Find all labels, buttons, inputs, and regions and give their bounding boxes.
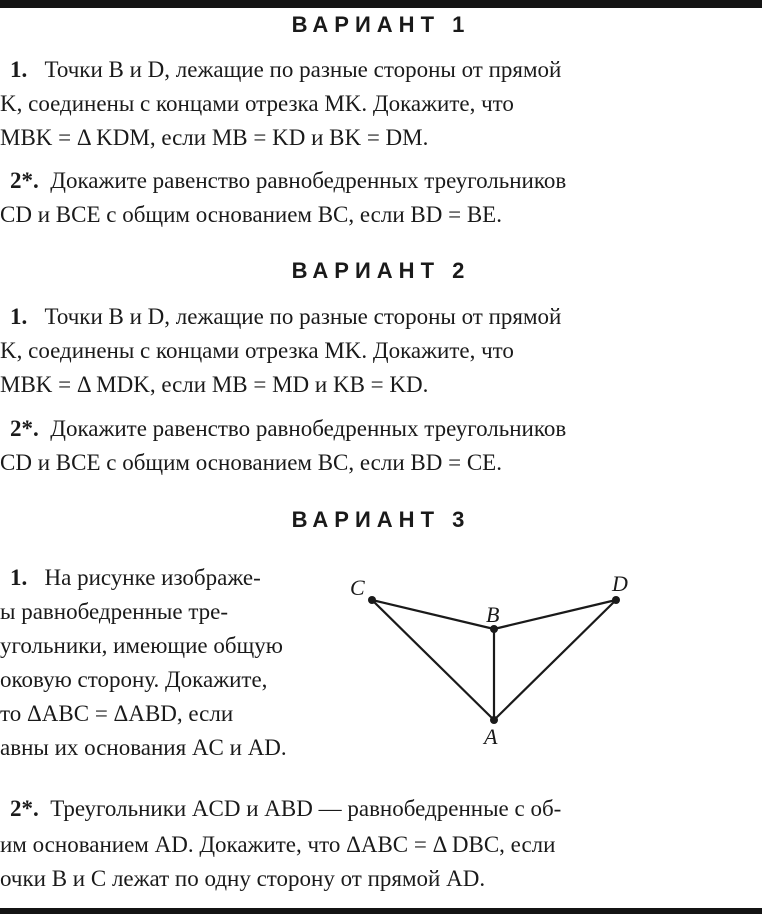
- variant-3-task-1-line-5: то ΔABC = ΔABD, если: [0, 701, 234, 726]
- task-number: 2*.: [10, 416, 39, 441]
- top-border: [0, 0, 762, 8]
- point-a: [490, 716, 498, 724]
- task-number: 1.: [10, 304, 28, 329]
- variant-2-task-2-line-1: 2*. Докажите равенство равнобедренных треугольников: [10, 416, 567, 441]
- triangles-figure: [330, 560, 660, 770]
- task-number: 2*.: [10, 168, 39, 193]
- point-c: [368, 596, 376, 604]
- variant-3-task-1-line-6: авны их основания AC и AD.: [0, 735, 287, 760]
- variant-3-task-1-line-2: ы равнобедренные тре-: [0, 599, 229, 624]
- variant-1-task-1-line-3: MBK = Δ KDM, если MB = KD и BK = DM.: [0, 125, 429, 150]
- segment-da: [494, 600, 616, 720]
- variant-3-task-2-line-2: им основанием AD. Докажите, что ΔABC = Δ DBC, если: [0, 832, 556, 857]
- point-d: [612, 596, 620, 604]
- task-number: 2*.: [10, 796, 39, 821]
- label-b: B: [486, 602, 500, 627]
- label-d: D: [612, 571, 628, 596]
- variant-3-task-1-line-4: оковую сторону. Докажите,: [0, 667, 268, 692]
- task-number: 1.: [10, 57, 28, 82]
- variant-3-task-2-line-1: 2*. Треугольники ACD и ABD — равнобедренные с об-: [10, 796, 562, 821]
- segment-cb: [372, 600, 494, 629]
- variant-2-heading: ВАРИАНТ 2: [291, 258, 471, 283]
- variant-3-task-2-line-3: очки B и C лежат по одну сторону от прямой AD.: [0, 866, 486, 891]
- variant-2-task-2-line-2: CD и BCE с общим основанием BC, если BD = CE.: [0, 450, 502, 475]
- task-number: 1.: [10, 565, 28, 590]
- variant-2-task-1-line-1: 1. Точки B и D, лежащие по разные стороны от прямой: [10, 304, 562, 329]
- variant-2-task-1-line-3: MBK = Δ MDK, если MB = MD и KB = KD.: [0, 372, 429, 397]
- variant-1-task-1-line-1: 1. Точки B и D, лежащие по разные стороны от прямой: [10, 57, 562, 82]
- variant-3-task-1-line-1: 1. На рисунке изображе-: [10, 565, 261, 590]
- variant-3-heading: ВАРИАНТ 3: [291, 507, 471, 532]
- segment-ca: [372, 600, 494, 720]
- variant-1-task-2-line-1: 2*. Докажите равенство равнобедренных треугольников: [10, 168, 567, 193]
- variant-1-heading: ВАРИАНТ 1: [291, 12, 471, 37]
- bottom-border: [0, 908, 762, 914]
- variant-3-task-1-line-3: угольники, имеющие общую: [0, 633, 283, 658]
- label-c: C: [350, 575, 365, 600]
- variant-1-task-1-line-2: K, соединены с концами отрезка MK. Докажите, что: [0, 91, 514, 116]
- variant-1-task-2-line-2: CD и BCE с общим основанием BC, если BD = BE.: [0, 202, 502, 227]
- label-a: A: [484, 724, 498, 749]
- variant-2-task-1-line-2: K, соединены с концами отрезка MK. Докажите, что: [0, 338, 514, 363]
- segment-bd: [494, 600, 616, 629]
